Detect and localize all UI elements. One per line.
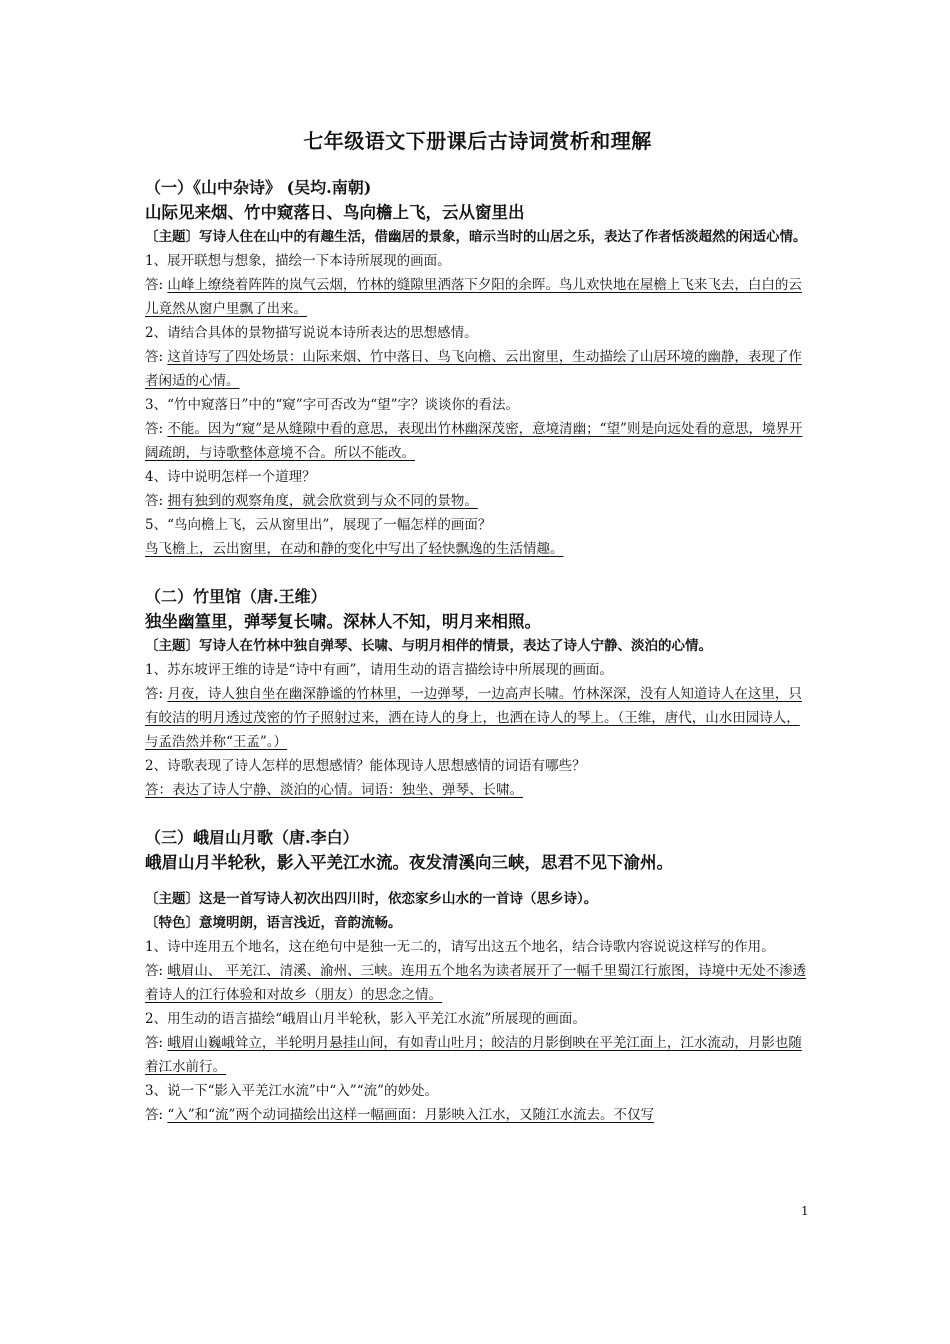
question: 2、诗歌表现了诗人怎样的思想感情？能体现诗人思想感情的词语有哪些？ bbox=[145, 758, 586, 774]
question: 1、诗中连用五个地名，这在绝句中是独一无二的，请写出这五个地名，结合诗歌内容说说这样写的作用。 bbox=[145, 939, 775, 955]
document-body bbox=[145, 125, 810, 1127]
section-heading: （三）峨眉山月歌（唐.李白） bbox=[145, 828, 359, 847]
section-heading: （一）《山中杂诗》 (吴均.南朝) bbox=[145, 178, 372, 197]
answer: 答: 峨眉山、 平羌江、清溪、渝州、三峡。连用五个地名为读者展开了一幅千里蜀江行旅图，诗境中无处不渗透着诗人的江行体验和对故乡（朋友）的思念之情。 bbox=[145, 963, 807, 1003]
answer: 答: 峨眉山巍峨耸立，半轮明月悬挂山间，有如青山吐月；皎洁的月影倒映在平羌江面上，江水流动，月影也随着江水前行。 bbox=[145, 1035, 802, 1075]
question: 4、诗中说明怎样一个道理？ bbox=[145, 469, 316, 485]
answer: 答: 月夜，诗人独自坐在幽深静谧的竹林里，一边弹琴，一边高声长啸。竹林深深，没有人知道诗人在这里，只有皎洁的明月透过茂密的竹子照射过来，洒在诗人的身上，也洒在诗人的琴上。（王维，唐代，山水田园诗人，与孟浩然并称“王孟”。） bbox=[145, 686, 802, 750]
question: 3、“竹中窥落日”中的“窥”字可否改为“望”字？谈谈你的看法。 bbox=[145, 397, 519, 413]
answer: 答: 这首诗写了四处场景：山际来烟、竹中落日、鸟飞向檐、云出窗里，生动描绘了山居环境的幽静，表现了作者闲适的心情。 bbox=[145, 349, 802, 389]
feature-text: 〔特色〕意境明朗，语言浅近，音韵流畅。 bbox=[145, 915, 402, 931]
answer: 鸟飞檐上，云出窗里，在动和静的变化中写出了轻快飘逸的生活情趣。 bbox=[145, 541, 564, 557]
poem-text: 峨眉山月半轮秋，影入平羌江水流。夜发清溪向三峡，思君不见下渝州。 bbox=[145, 853, 673, 872]
poem-text: 独坐幽篁里，弹琴复长啸。深林人不知，明月来相照。 bbox=[145, 612, 541, 631]
question: 5、“鸟向檐上飞，云从窗里出”，展现了一幅怎样的画面？ bbox=[145, 517, 492, 533]
question: 2、用生动的语言描绘“峨眉山月半轮秋，影入平羌江水流”所展现的画面。 bbox=[145, 1011, 586, 1027]
poem-text: 山际见来烟、竹中窥落日、鸟向檐上飞，云从窗里出 bbox=[145, 203, 525, 222]
answer: 答: 拥有独到的观察角度，就会欣赏到与众不同的景物。 bbox=[145, 493, 478, 509]
theme-text: 〔主题〕写诗人住在山中的有趣生活，借幽居的景象，暗示当时的山居之乐，表达了作者恬淡超然的闲适心情。 bbox=[145, 229, 807, 245]
question: 1、展开联想与想象，描绘一下本诗所展现的画面。 bbox=[145, 253, 451, 269]
theme-text: 〔主题〕这是一首写诗人初次出四川时，依恋家乡山水的一首诗（思乡诗）。 bbox=[145, 891, 598, 907]
page-title: 七年级语文下册课后古诗词赏析和理解 bbox=[303, 129, 652, 153]
section-1 bbox=[145, 176, 810, 561]
section-2 bbox=[145, 585, 810, 802]
question: 2、请结合具体的景物描写说说本诗所表达的思想感情。 bbox=[145, 325, 478, 341]
answer: 答: 山峰上缭绕着阵阵的岚气云烟，竹林的缝隙里洒落下夕阳的余晖。鸟儿欢快地在屋檐上飞来飞去，白白的云儿竟然从窗户里飘了出来。 bbox=[145, 277, 802, 317]
answer: 答: 不能。因为“窥”是从缝隙中看的意思，表现出竹林幽深茂密，意境清幽；“望”则是向远处看的意思，境界开阔疏朗，与诗歌整体意境不合。所以不能改。 bbox=[145, 421, 803, 461]
section-heading: （二）竹里馆（唐.王维） bbox=[145, 587, 327, 606]
answer: 答：表达了诗人宁静、淡泊的心情。词语：独坐、弹琴、长啸。 bbox=[145, 782, 523, 798]
page-number: 1 bbox=[801, 1204, 809, 1218]
section-3 bbox=[145, 826, 810, 1127]
answer: 答: “入”和“流”两个动词描绘出这样一幅画面：月影映入江水，又随江水流去。不仅写 bbox=[145, 1107, 654, 1123]
question: 1、苏东坡评王维的诗是“诗中有画”，请用生动的语言描绘诗中所展现的画面。 bbox=[145, 662, 613, 678]
theme-text: 〔主题〕写诗人在竹林中独自弹琴、长啸、与明月相伴的情景，表达了诗人宁静、淡泊的心情。 bbox=[145, 638, 712, 654]
question: 3、说一下“影入平羌江水流”中“入”“流”的妙处。 bbox=[145, 1083, 438, 1099]
